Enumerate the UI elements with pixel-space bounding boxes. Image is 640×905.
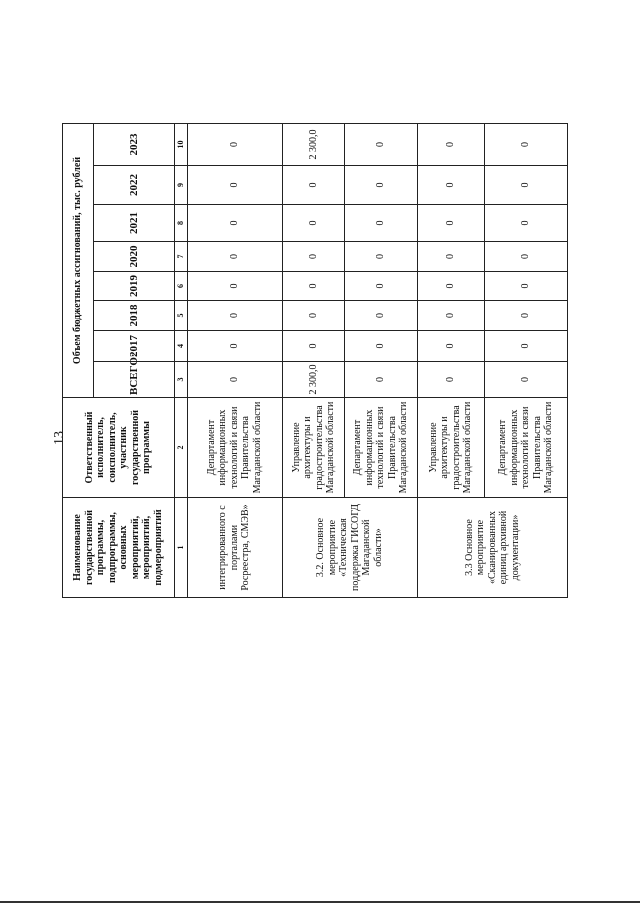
header-executor: Ответственный исполнитель, соисполнитель, участник государственной программы — [63, 398, 175, 498]
row-name: 3.3 Основное мероприятие «Сканированных единиц архивной документации» — [417, 498, 567, 598]
row-value: 0 — [417, 205, 484, 242]
row-value: 2 300,0 — [282, 123, 344, 165]
header-year: 2019 — [94, 272, 175, 301]
header-year: 2021 — [94, 205, 175, 242]
row-name: интегрированного с порталами Росреестра, СМЭВ» — [187, 498, 282, 598]
row-value: 0 — [282, 272, 344, 301]
row-value: 0 — [282, 301, 344, 331]
table-row — [282, 123, 344, 597]
header-year: 2023 — [94, 123, 175, 165]
row-executor: Департамент информационных технологий и связи Правительства Магаданской области — [187, 398, 282, 498]
column-number: 4 — [174, 331, 187, 362]
header-budget-group: Объем бюджетных ассигнований, тыс. рублей — [63, 123, 94, 397]
header-year: 2022 — [94, 166, 175, 205]
row-value: 0 — [345, 205, 418, 242]
row-value: 0 — [485, 205, 568, 242]
row-value: 0 — [187, 123, 282, 165]
row-value: 0 — [417, 123, 484, 165]
row-value: 0 — [485, 301, 568, 331]
row-value: 0 — [187, 205, 282, 242]
row-value: 0 — [485, 166, 568, 205]
budget-table — [62, 123, 568, 598]
header-year: 2020 — [94, 242, 175, 272]
row-value: 0 — [187, 272, 282, 301]
row-name: 3.2. Основное мероприятие «Техническая поддержка ГИСОГД Магаданской области» — [282, 498, 417, 598]
row-value: 0 — [345, 123, 418, 165]
bottom-rule — [0, 901, 640, 903]
row-value: 0 — [187, 362, 282, 398]
row-value: 0 — [282, 205, 344, 242]
row-value: 0 — [187, 242, 282, 272]
row-value: 0 — [417, 166, 484, 205]
row-value: 0 — [345, 166, 418, 205]
row-value: 0 — [417, 301, 484, 331]
row-value: 0 — [187, 301, 282, 331]
column-number: 6 — [174, 272, 187, 301]
row-value: 0 — [485, 331, 568, 362]
row-value: 0 — [345, 272, 418, 301]
row-value: 0 — [282, 242, 344, 272]
column-number: 10 — [174, 123, 187, 165]
column-number: 2 — [174, 398, 187, 498]
row-executor: Управление архитектуры и градостроительства Магаданской области — [282, 398, 344, 498]
row-value: 0 — [417, 272, 484, 301]
header-name: Наименование государственной программы, подпрограммы, основных мероприятий, мероприятий, подмероприятий — [63, 498, 175, 598]
header-year: 2018 — [94, 301, 175, 331]
row-value: 0 — [282, 331, 344, 362]
column-number: 1 — [174, 498, 187, 598]
row-value: 0 — [345, 331, 418, 362]
page-number: 13 — [52, 431, 67, 445]
row-executor: Департамент информационных технологий и связи Правительства Магаданской области — [485, 398, 568, 498]
row-value: 0 — [187, 331, 282, 362]
row-value: 0 — [485, 123, 568, 165]
row-value: 0 — [485, 272, 568, 301]
row-value: 0 — [345, 301, 418, 331]
row-value: 0 — [417, 362, 484, 398]
row-value: 0 — [282, 166, 344, 205]
column-number: 8 — [174, 205, 187, 242]
row-value: 0 — [485, 362, 568, 398]
column-number: 7 — [174, 242, 187, 272]
row-value: 0 — [417, 242, 484, 272]
row-value: 0 — [345, 242, 418, 272]
header-year: 2017 — [94, 331, 175, 362]
row-value: 0 — [485, 242, 568, 272]
table-row — [417, 123, 484, 597]
table-row — [187, 123, 282, 597]
row-value: 0 — [187, 166, 282, 205]
column-number: 3 — [174, 362, 187, 398]
column-number: 9 — [174, 166, 187, 205]
header-year: ВСЕГО: — [94, 362, 175, 398]
budget-table-frame — [62, 92, 568, 591]
row-value: 2 300,0 — [282, 362, 344, 398]
column-number: 5 — [174, 301, 187, 331]
row-executor: Управление архитектуры и градостроительства Магаданской области — [417, 398, 484, 498]
row-executor: Департамент информационных технологий и связи Правительства Магаданской области — [345, 398, 418, 498]
row-value: 0 — [345, 362, 418, 398]
row-value: 0 — [417, 331, 484, 362]
